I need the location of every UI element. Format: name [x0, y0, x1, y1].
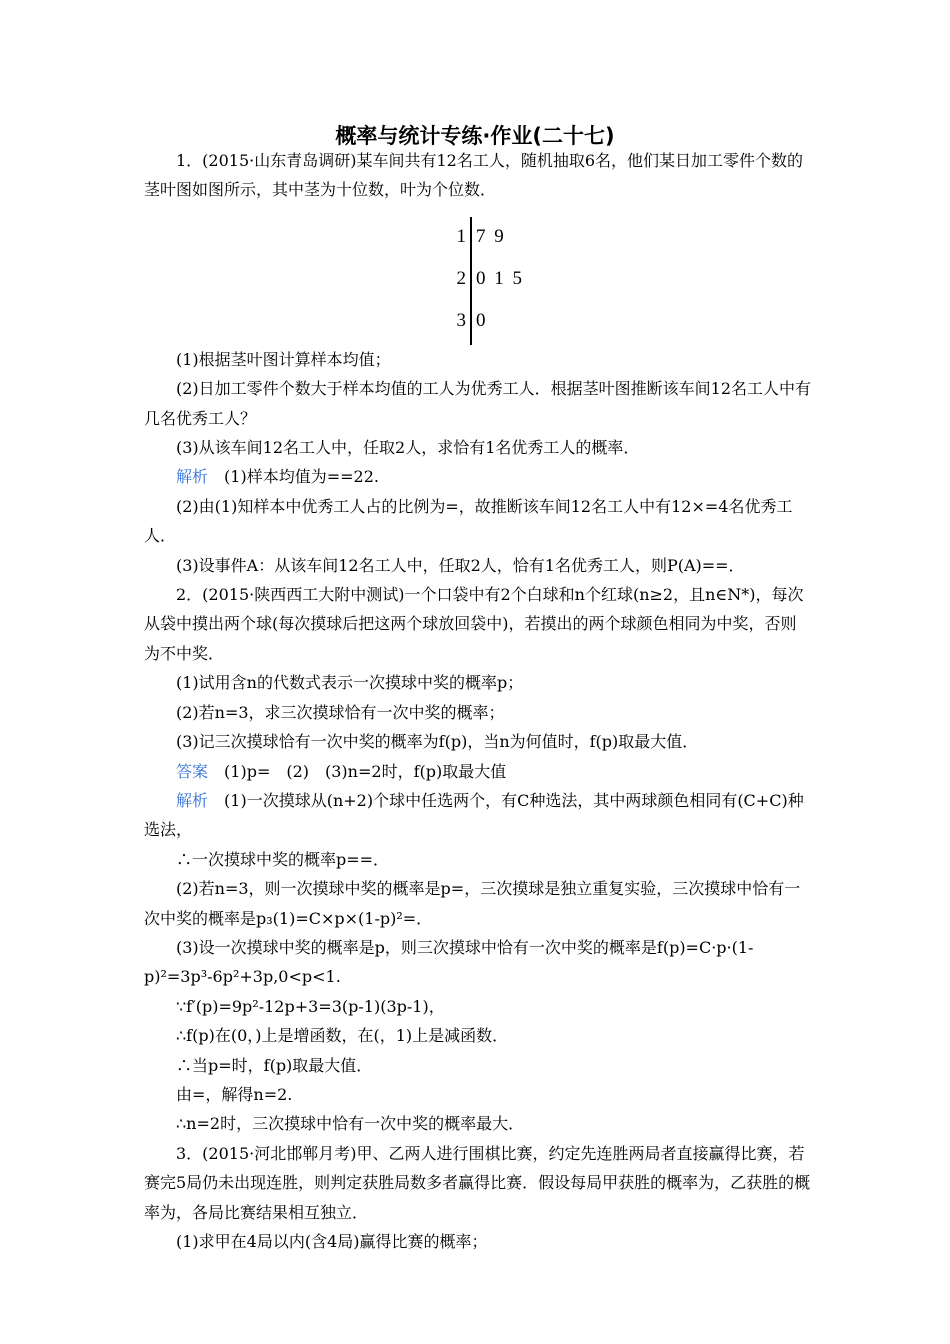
q1-intro: 1．(2015·山东青岛调研)某车间共有12名工人，随机抽取6名，他们某日加工零件个数的茎叶图如图所示，其中茎为十位数，叶为个位数． [144, 151, 804, 200]
stem-leaf-row [450, 259, 524, 299]
q2-solution-line: ∵f′(p)=9p²-12p+3=3(p-1)(3p-1)， [176, 996, 445, 1016]
q1-sub2: (2)日加工零件个数大于样本均值的工人为优秀工人．根据茎叶图推断该车间12名工人中有几名优秀工人？ [144, 379, 812, 428]
leaf-values: 7 9 [476, 225, 506, 247]
q2-sub3: (3)记三次摸球恰有一次中奖的概率为f(p)，当n为何值时，f(p)取最大值． [176, 732, 699, 752]
leaf-values: 0 [476, 309, 488, 331]
daan-label: 答案 [176, 761, 209, 781]
q2-solution-line: (2)若n=3，则一次摸球中奖的概率是p=，三次摸球是独立重复实验，三次摸球中恰有一次中奖的概率是p₃(1)=C×p×(1-p)²=． [144, 879, 801, 928]
q2-solution-line: (3)设一次摸球中奖的概率是p，则三次摸球中恰有一次中奖的概率是f(p)=C·p·(1-p)²=3p³-6p²+3p,0<p<1. [144, 937, 754, 987]
q1-sub3: (3)从该车间12名工人中，任取2人，求恰有1名优秀工人的概率． [176, 438, 640, 458]
q1-sub1: (1)根据茎叶图计算样本均值； [176, 349, 391, 369]
stem-value: 2 [456, 267, 466, 289]
document-body [144, 146, 812, 1256]
stem-value: 1 [456, 225, 466, 247]
q2-solution-line: ∴当p=时，f(p)取最大值． [176, 1055, 373, 1075]
q2-sub1: (1)试用含n的代数式表示一次摸球中奖的概率p； [176, 673, 524, 693]
q1-answer1: 解析 (1)样本均值为==22. [176, 467, 379, 487]
stem-value: 3 [456, 309, 466, 331]
jiexi-label: 解析 [176, 467, 209, 487]
leaf-values: 0 1 5 [476, 267, 524, 289]
q2-solution-line: ∴f(p)在(0，)上是增函数，在(，1)上是减函数． [176, 1026, 509, 1046]
q2-solution-line: 解析 (1)一次摸球从(n+2)个球中任选两个，有C种选法，其中两球颜色相同有(C+C)种选法， [144, 790, 804, 840]
q3-sub1: (1)求甲在4局以内(含4局)赢得比赛的概率； [176, 1232, 488, 1251]
stem-leaf-row [450, 217, 506, 257]
q3-intro: 3．(2015·河北邯郸月考)甲、乙两人进行围棋比赛，约定先连胜两局者直接赢得比赛，若赛完5局仍未出现连胜，则判定获胜局数多者赢得比赛．假设每局甲获胜的概率为，乙获胜的概率为，各局比赛结果相互独立． [144, 1143, 811, 1222]
q2-intro: 2．(2015·陕西西工大附中测试)一个口袋中有2个白球和n个红球(n≥2，且n∈N*)，每次从袋中摸出两个球(每次摸球后把这两个球放回袋中)，若摸出的两个球颜色相同为中奖，否则为不中奖． [144, 585, 804, 663]
page-title: 概率与统计专练·作业(二十七) [335, 124, 615, 148]
q1-answer2: (2)由(1)知样本中优秀工人占的比例为=，故推断该车间12名工人中有12×=4名优秀工人． [144, 496, 793, 546]
q2-sub2: (2)若n=3，求三次摸球恰有一次中奖的概率； [176, 702, 505, 722]
q1-answer3: (3)设事件A：从该车间12名工人中，任取2人，恰有1名优秀工人，则P(A)==． [176, 555, 745, 575]
stem-leaf-plot [450, 217, 560, 345]
jiexi-label: 解析 [176, 790, 209, 810]
stem-leaf-row [450, 301, 488, 341]
q2-solution-line: ∴n=2时，三次摸球中恰有一次中奖的概率最大． [176, 1114, 525, 1134]
q2-solution-line: 由=，解得n=2. [176, 1084, 293, 1104]
q2-answer-summary: 答案 (1)p= (2) (3)n=2时，f(p)取最大值 [176, 761, 507, 781]
q2-solution-line: ∴一次摸球中奖的概率p==． [176, 849, 390, 869]
